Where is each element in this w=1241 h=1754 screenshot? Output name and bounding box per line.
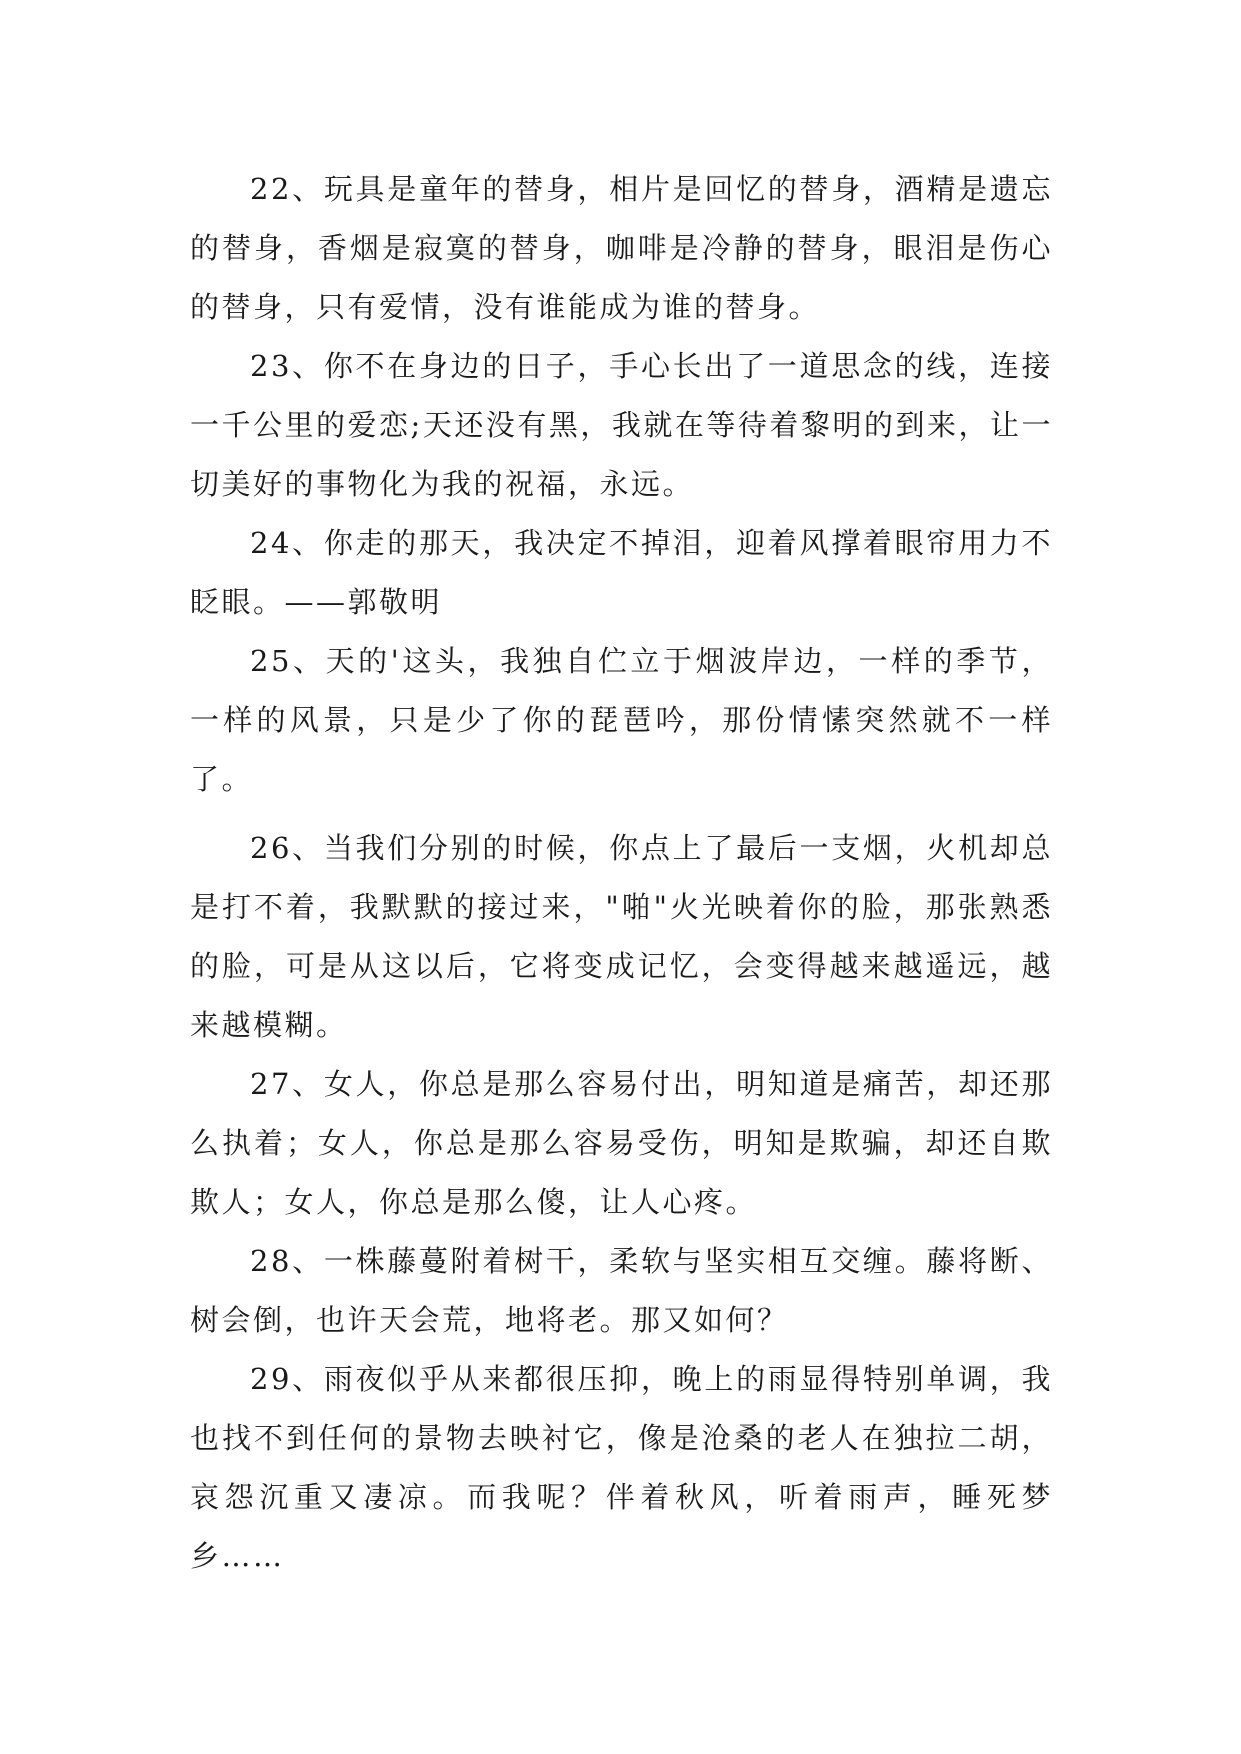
document-body — [190, 160, 1053, 1586]
paragraph-29: 29、雨夜似乎从来都很压抑，晚上的雨显得特别单调，我也找不到任何的景物去映衬它，像是沧桑的老人在独拉二胡，哀怨沉重又凄凉。而我呢？伴着秋风，听着雨声，睡死梦乡…… — [190, 1362, 1053, 1573]
paragraph-22: 22、玩具是童年的替身，相片是回忆的替身，酒精是遗忘的替身，香烟是寂寞的替身，咖啡是冷静的替身，眼泪是伤心的替身，只有爱情，没有谁能成为谁的替身。 — [190, 172, 1053, 324]
paragraph-27: 27、女人，你总是那么容易付出，明知道是痛苦，却还那么执着；女人，你总是那么容易受伤，明知是欺骗，却还自欺欺人；女人，你总是那么傻，让人心疼。 — [190, 1067, 1053, 1219]
paragraph-23: 23、你不在身边的日子，手心长出了一道思念的线，连接一千公里的爱恋;天还没有黑，我就在等待着黎明的到来，让一切美好的事物化为我的祝福，永远。 — [190, 349, 1053, 501]
paragraph-25: 25、天的'这头，我独自伫立于烟波岸边，一样的季节，一样的风景，只是少了你的琵琶吟，那份情愫突然就不一样了。 — [190, 644, 1053, 796]
paragraph-24: 24、你走的那天，我决定不掉泪，迎着风撑着眼帘用力不眨眼。——郭敬明 — [190, 526, 1053, 619]
paragraph-26: 26、当我们分别的时候，你点上了最后一支烟，火机却总是打不着，我默默的接过来，"啪"火光映着你的脸，那张熟悉的脸，可是从这以后，它将变成记忆，会变得越来越遥远，越来越模糊。 — [190, 831, 1053, 1042]
paragraph-28: 28、一株藤蔓附着树干，柔软与坚实相互交缠。藤将断、树会倒，也许天会荒，地将老。那又如何？ — [190, 1244, 1053, 1337]
